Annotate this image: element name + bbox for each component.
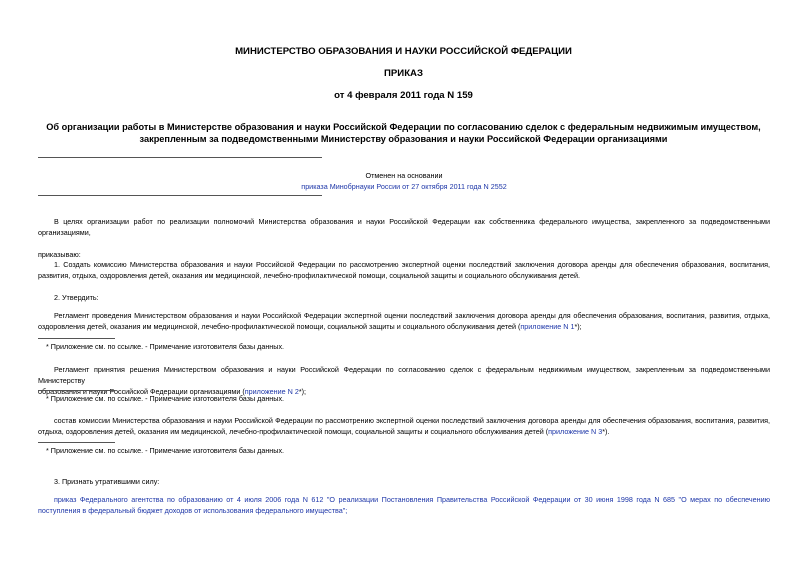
- divider-top: [38, 157, 322, 158]
- intro-line-2: организациями,: [38, 228, 91, 237]
- appendix-2-link[interactable]: приложение N 2: [244, 387, 299, 396]
- reg1-line-2: [38, 321, 770, 332]
- reg2-line-1: Регламент принятия решения Министерством образования и науки Российской Федерации по согласованию сделок с федеральным недвижимым имуществом, закрепленным за подведомственными Министерству: [38, 365, 770, 385]
- title-line-1: Об организации работы в Министерстве образования и науки Российской Федерации по согласованию сделок с федеральным недвижимым имуществом,: [46, 122, 761, 132]
- cancelled-order-link[interactable]: приказа Минобрнауки России от 27 октября 2011 года N 2552: [301, 182, 507, 191]
- footnote-1: * Приложение см. по ссылке. - Примечание изготовителя базы данных.: [46, 342, 285, 351]
- cancelled-notice: [38, 182, 770, 191]
- paragraph-2: [38, 292, 770, 303]
- reg1-end: *);: [574, 322, 582, 331]
- p3-text: 3. Признать утратившими силу:: [54, 477, 160, 486]
- comp-text: отдыха, оздоровления детей, оказания им медицинской, лечебно-профилактической помощи, социальной защиты и социального обслуживания детей (: [38, 427, 549, 436]
- date-number-heading: от 4 февраля 2011 года N 159: [334, 90, 473, 101]
- p1-line-1: 1. Создать комиссию Министерства образования и науки Российской Федерации по рассмотрению экспертной оценки последствий заключения договора аренды для обеспечения образования, воспитания,: [54, 260, 770, 269]
- reg1-text: оздоровления детей, оказания им медицинской, лечебно-профилактической помощи, социальной защиты и социального обслуживания детей (: [38, 322, 521, 331]
- reg2-text: образования и науки Российской Федерации организациями (: [38, 387, 245, 396]
- title-line-2: закрепленным за подведомственными Министерству образования и науки Российской Федерации организациями: [139, 134, 668, 144]
- p1-line-2: развития, отдыха, оздоровления детей, оказания им медицинской, лечебно-профилактической помощи, социальной защиты и социального обслуживания детей.: [38, 271, 580, 280]
- appendix-3-link[interactable]: приложение N 3: [548, 427, 603, 436]
- comp-end: *).: [602, 427, 610, 436]
- comp-line-1: состав комиссии Министерства образования и науки Российской Федерации по рассмотрению экспертной оценки последствий заключения договора аренды для обеспечения образования, воспитания, развития,: [54, 416, 770, 425]
- last-line-2: поступления в федеральный бюджет доходов от использования федерального имущества";: [38, 506, 348, 515]
- regulation-2-item: [38, 364, 770, 397]
- document-title: [40, 121, 767, 145]
- paragraph-1: [38, 259, 770, 281]
- footnote-rule-1: [38, 338, 115, 339]
- reg1-line-1: Регламент проведения Министерством образования и науки Российской Федерации экспертной оценки последствий заключения договора аренды для обеспечения образования, воспитания, развития, отдыха,: [54, 311, 770, 320]
- repealed-order-link[interactable]: [38, 494, 770, 516]
- p2-text: 2. Утвердить:: [54, 293, 99, 302]
- ministry-heading: МИНИСТЕРСТВО ОБРАЗОВАНИЯ И НАУКИ РОССИЙСКОЙ ФЕДЕРАЦИИ: [235, 46, 572, 57]
- footnote-2: * Приложение см. по ссылке. - Примечание изготовителя базы данных.: [46, 394, 285, 403]
- orders-text: приказываю:: [38, 250, 81, 259]
- commission-item: [38, 415, 770, 437]
- paragraph-3: [38, 476, 770, 487]
- footnote-rule-2: [38, 390, 115, 391]
- doc-type-heading: ПРИКАЗ: [384, 68, 423, 79]
- footnote-rule-3: [38, 442, 115, 443]
- intro-paragraph: [38, 216, 770, 238]
- reg2-end: *);: [298, 387, 307, 396]
- comp-line-2: [38, 426, 770, 437]
- cancelled-label: Отменен на основании: [365, 171, 443, 180]
- intro-line-1: В целях организации работ по реализации полномочий Министерства образования и науки Российской Федерации как собственника федерального имущества, закрепленного за подведомственными: [54, 217, 770, 226]
- appendix-1-link[interactable]: приложение N 1: [520, 322, 575, 331]
- footnote-3: * Приложение см. по ссылке. - Примечание изготовителя базы данных.: [46, 446, 285, 455]
- regulation-1-item: [38, 310, 770, 332]
- last-line-1: приказ Федерального агентства по образованию от 4 июля 2006 года N 612 "О реализации Постановления Правительства Российской Федерации от 30 июня 1998 года N 685 "О мерах по обеспечению: [54, 495, 770, 504]
- divider-bottom: [38, 195, 322, 196]
